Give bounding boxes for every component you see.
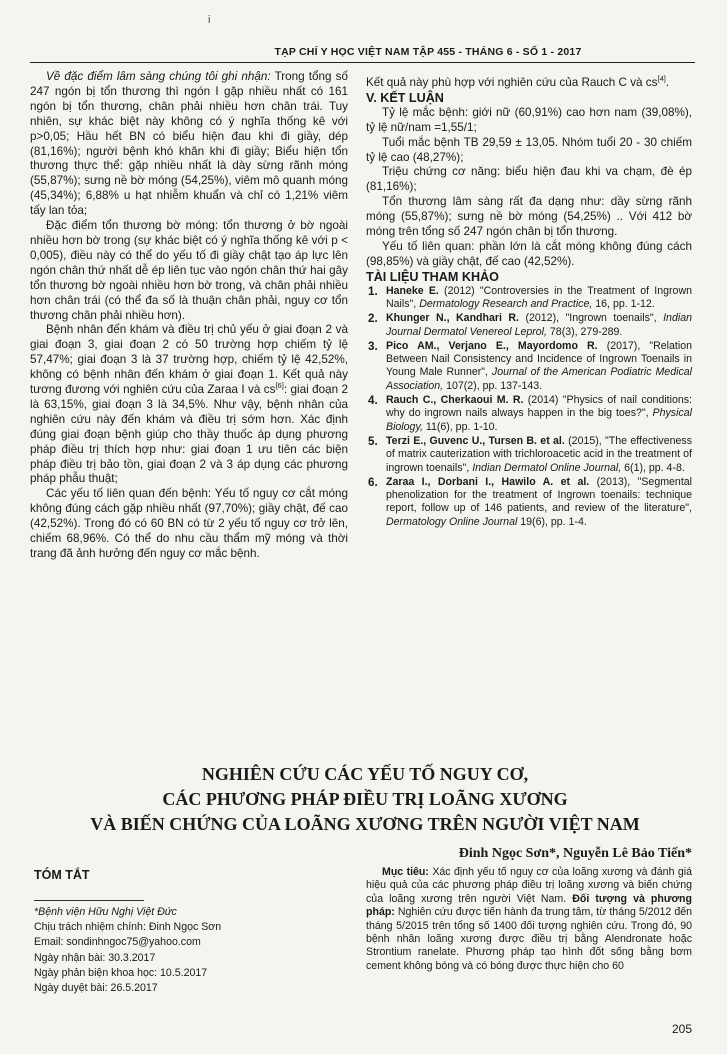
header-rule: [30, 62, 695, 63]
email: Email: sondinhngoc75@yahoo.com: [34, 936, 201, 949]
scan-mark: i: [208, 14, 211, 26]
running-header: TẠP CHÍ Y HỌC VIỆT NAM TẬP 455 - THÁNG 6 - SỐ 1 - 2017: [274, 46, 582, 58]
conclusion-heading: V. KẾT LUẬN: [366, 90, 444, 105]
review-date: Ngày phản biện khoa học: 10.5.2017: [34, 966, 208, 979]
conclusion-item: Triệu chứng cơ năng: biểu hiện đau khi va chạm, đè ép (81,16%);: [366, 165, 692, 194]
page-number: 205: [672, 1022, 693, 1036]
article-authors: Đinh Ngọc Sơn*, Nguyễn Lê Bảo Tiến*: [458, 846, 692, 861]
abstract-body: Mục tiêu: Xác định yếu tố nguy cơ của loãng xương và đánh giá hiệu quả của các phương pháp điều trị loãng xương và biến chứng của loãng xương trên người Việt Nam. Đối tượng và phương pháp: Nghiên cứu được tiến hành đa trung tâm, từ tháng 5/2012 đến tháng 5/2015 trên tổng số 1400 đối tượng nghiên cứu. Trong đó, 90 bệnh nhân loãng xương được điều trị bằng Alendronate hoặc Strontium ranelate. Phương pháp tạo hình đốt sống bằng bơm cement không bóng và có bóng được thực hiện cho 60: [366, 866, 692, 972]
conclusion-item: Tổn thương lâm sàng rất đa dạng như: dầy sừng rãnh móng (55,87%); sưng nề bờ móng (54,25%) .. Với 412 bờ móng trên tổng số 247 ngón chân bị tổn thương.: [366, 195, 692, 239]
stage-paragraph: Bệnh nhân đến khám và điều trị chủ yếu ở giai đoạn 2 và giai đoạn 3, giai đoạn 2 có 50 trường hợp chiếm tỷ lệ 57,47%; giai đoạn 3 là 37 trường hợp, chiếm tỷ lệ 42,52%, không có bệnh nhân đến khám ở giai đoạn 1. Kết quả này tương đương với nghiên cứu của Zaraa I và cs[6]: giai đoạn 2 là 63,15%, giai đoạn 3 là 34,5%. Như vậy, bệnh nhân của nghiên cứu này đến khám và điều trị sớm hơn. Xác định đúng giai đoạn bệnh giúp cho thầy thuốc áp dụng phương pháp điều trị thích hợp như: giai đoạn 1 ưu tiên các biện pháp điều trị bảo tồn, giai đoạn 2 và 3 áp dụng các phương pháp phẫu thuật;: [30, 323, 348, 486]
reference-item: 3. Pico AM., Verjano E., Mayordomo R. (2017), "Relation Between Nail Consistency and Incidence of Ingrown Toenails in Young Male Runner", Journal of the American Podiatric Medical Association, 107(2), pp. 137-143.: [368, 339, 692, 392]
conclusion-item: Tỷ lệ mắc bệnh: giới nữ (60,91%) cao hơn nam (39,08%), tỷ lệ nữ/nam =1,55/1;: [366, 105, 692, 134]
reference-list: [366, 285, 692, 529]
reference-item: 6. Zaraa I., Dorbani I., Hawilo A. et al. (2013), "Segmental phenolization for the treatment of Ingrown toenails: technique report, follow up of 146 patients, and review of the literature", Dermatology Online Journal 19(6), pp. 1-4.: [368, 475, 693, 528]
reference-item: 4. Rauch C., Cherkaoui M. R. (2014) "Physics of nail conditions: why do ingrown nails always happen in the big toes?", Physical Biology, 11(6), pp. 1-10.: [368, 394, 692, 433]
risk-factor-paragraph: Các yếu tố liên quan đến bệnh: Yếu tố nguy cơ cắt móng không đúng cách gặp nhiều nhất (97,70%); giầy chật, đế cao (42,52%). Trong đó có 60 BN có từ 2 yếu tố nguy cơ trở lên, chiếm 68,96%. Có thể do nhu cầu thẩm mỹ móng và thời trang đã ảnh hưởng đến nguy cơ mắc bệnh.: [30, 487, 348, 560]
objective-label: Mục tiêu:: [382, 866, 429, 878]
nail-edge-paragraph: Đặc điểm tổn thương bờ móng: tổn thương ở bờ ngoài nhiều hơn bờ trong (sự khác biệt có ý nghĩa thống kê với p < 0,005), điều này có thể do yếu tố đi giầy chật tạo áp lực lên ngón chân thứ nhất dễ ép liên tục vào ngón chân thứ hai gây tổn thương bờ ngoài nhiều hơn bờ trong, và chân phải nhiều hơn chân trái (có thể đa số là thuận chân phải, nguy cơ tổn thương chân phải nhiều hơn).: [30, 219, 348, 322]
footnote-rule: [34, 900, 144, 901]
reference-item: 1. Haneke E. (2012) "Controversies in the Treatment of Ingrown Nails", Dermatology Research and Practice, 16, pp. 1-12.: [368, 284, 692, 310]
right-column: [366, 76, 692, 530]
references-heading: TÀI LIỆU THAM KHẢO: [366, 269, 499, 284]
methods-label: Đối tượng và phương pháp:: [366, 892, 692, 919]
reference-item: 5. Terzi E., Guvenc U., Tursen B. et al. (2015), "The effectiveness of matrix cauterization with trichloroacetic acid in the treatment of ingrown toenails", Indian Dermatol Online Journal, 6(1), pp. 4-8.: [368, 434, 692, 474]
citation: [6]: [275, 381, 284, 391]
citation: [4]: [657, 74, 666, 84]
comparison-paragraph: Kết quả này phù hợp với nghiên cứu của Rauch C và cs[4].: [366, 74, 670, 89]
conclusion-item: Tuổi mắc bệnh TB 29,59 ± 13,05. Nhóm tuổi 20 - 30 chiếm tỷ lệ cao (48,27%);: [366, 135, 692, 164]
left-column: [30, 70, 348, 562]
conclusion-item: Yếu tố liên quan: phần lớn là cắt móng không đúng cách (98,85%) và giầy chật, đế cao (42,52%).: [366, 239, 692, 268]
approval-date: Ngày duyệt bài: 26.5.2017: [34, 982, 158, 995]
clinical-paragraph: [30, 70, 348, 219]
received-date: Ngày nhận bài: 30.3.2017: [34, 951, 156, 964]
clinical-text: Trong tổng số 247 ngón bị tổn thương thì ngón I gặp nhiều nhất có 161 ngón bị tổn thương, chân phải nhiều hơn chân trái. Tuy nhiên, sự khác biệt này không có ý nghĩa thống kê với p>0,05; Hầu hết BN có biểu hiện đau khi đi giầy, dép (81,16%); người bệnh khó khăn khi đi giầy; Biểu hiện tổn thương thực thể: gặp nhiều nhất là dày sừng rãnh móng (55,87%); sưng nề bờ móng (54,25%), viêm mô quanh móng (45,34%); 6,88% u hạt nhiễm khuẩn và chỉ có 1,21% viêm tấy lan tỏa;: [30, 70, 348, 218]
affiliation: *Bệnh viện Hữu Nghị Việt Đức: [34, 906, 177, 918]
article-title: NGHIÊN CỨU CÁC YẾU TỐ NGUY CƠ, CÁC PHƯƠNG PHÁP ĐIỀU TRỊ LOÃNG XƯƠNG VÀ BIẾN CHỨNG CỦA LOÃNG XƯƠNG TRÊN NGƯỜI VIỆT NAM: [90, 764, 640, 834]
reference-item: 2. Khunger N., Kandhari R. (2012), "Ingrown toenails", Indian Journal Dermatol Venereol Leprol, 78(3), 279-289.: [368, 312, 692, 338]
abstract-heading: TÓM TẮT: [34, 868, 90, 882]
footnote: [34, 905, 334, 996]
clinical-lead: Về đặc điểm lâm sàng chúng tôi ghi nhận:: [46, 70, 271, 83]
responsible-author: Chịu trách nhiệm chính: Đinh Ngọc Sơn: [34, 921, 222, 934]
